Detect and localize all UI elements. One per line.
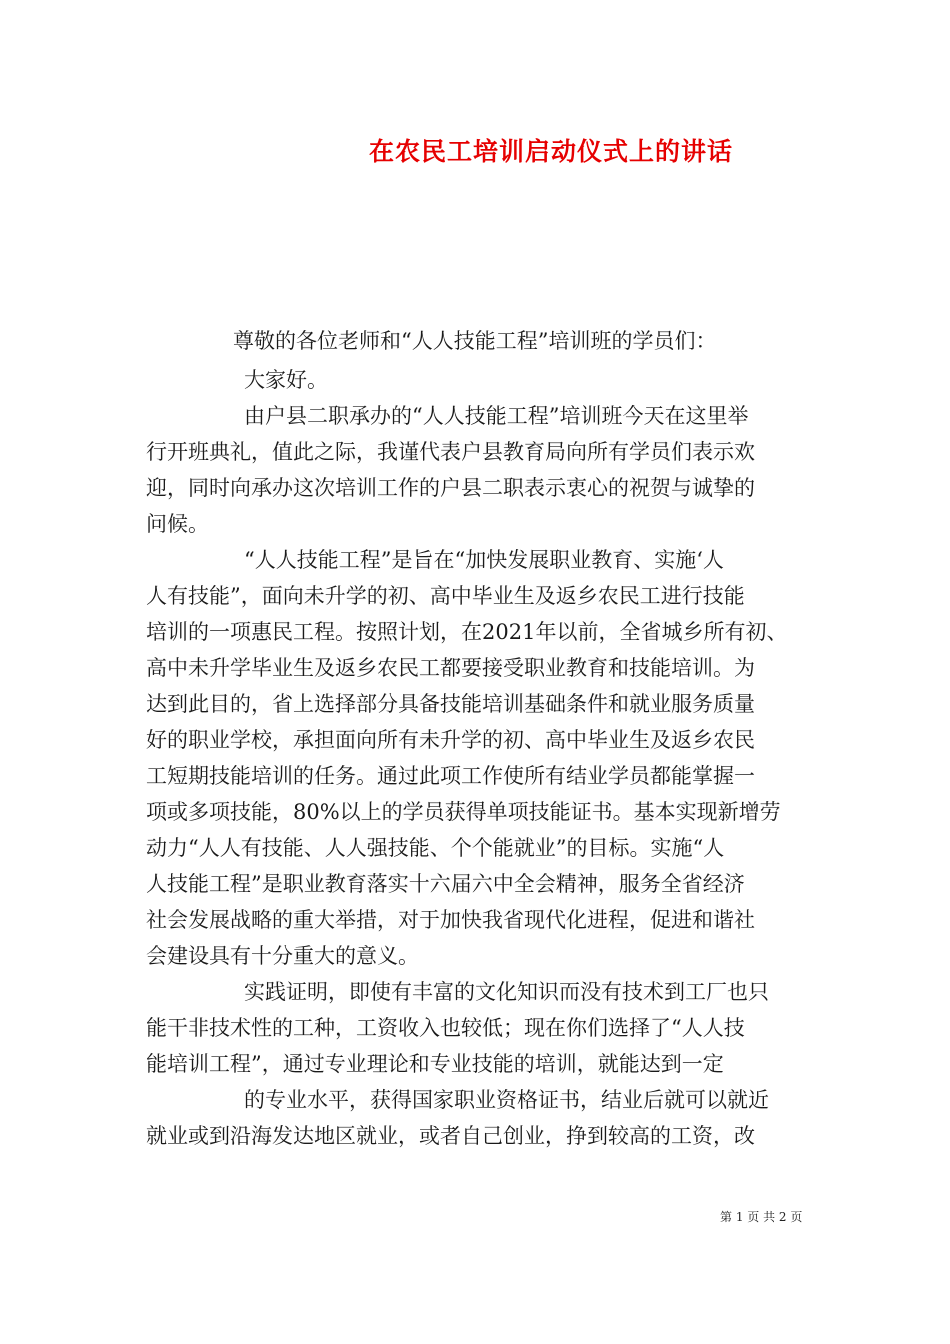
paragraph-line: 的专业水平，获得国家职业资格证书，结业后就可以就近 xyxy=(244,1088,769,1112)
paragraph-line: 能培训工程”，通过专业理论和专业技能的培训，就能达到一定 xyxy=(146,1052,724,1076)
paragraph-line: 高中未升学毕业生及返乡农民工都要接受职业教育和技能培训。为 xyxy=(146,656,755,680)
paragraph-line: 由户县二职承办的“人人技能工程”培训班今天在这里举 xyxy=(244,404,749,428)
paragraph-line: 好的职业学校，承担面向所有未升学的初、高中毕业生及返乡农民 xyxy=(146,728,755,752)
paragraph-line: 问候。 xyxy=(146,512,209,536)
paragraph-line: 达到此目的，省上选择部分具备技能培训基础条件和就业服务质量 xyxy=(146,692,755,716)
paragraph-line: 行开班典礼，值此之际，我谨代表户县教育局向所有学员们表示欢 xyxy=(146,440,755,464)
document-title: 在农民工培训启动仪式上的讲话 xyxy=(368,137,733,166)
paragraph-line: 人技能工程”是职业教育落实十六届六中全会精神，服务全省经济 xyxy=(146,872,745,896)
salutation: 尊敬的各位老师和“人人技能工程”培训班的学员们： xyxy=(233,329,717,353)
paragraph-line: 就业或到沿海发达地区就业，或者自己创业，挣到较高的工资，改 xyxy=(146,1124,755,1148)
paragraph-line: 迎，同时向承办这次培训工作的户县二职表示衷心的祝贺与诚挚的 xyxy=(146,476,755,500)
paragraph-line: 能干非技术性的工种，工资收入也较低；现在你们选择了“人人技 xyxy=(146,1016,745,1040)
paragraph-line: 社会发展战略的重大举措，对于加快我省现代化进程，促进和谐社 xyxy=(146,908,755,932)
paragraph-line: 实践证明，即使有丰富的文化知识而没有技术到工厂也只 xyxy=(244,980,769,1004)
paragraph-line: 工短期技能培训的任务。通过此项工作使所有结业学员都能掌握一 xyxy=(146,764,755,788)
paragraph-line: 动力“人人有技能、人人强技能、个个能就业”的目标。实施“人 xyxy=(146,836,725,860)
paragraph-line: 项或多项技能，80%以上的学员获得单项技能证书。基本实现新增劳 xyxy=(146,800,781,824)
page-number: 第 1 页 共 2 页 xyxy=(720,1210,803,1224)
greeting: 大家好。 xyxy=(244,368,328,392)
paragraph-line: “人人技能工程”是旨在“加快发展职业教育、实施‘人 xyxy=(244,548,724,572)
paragraph-line: 培训的一项惠民工程。按照计划，在2021年以前，全省城乡所有初、 xyxy=(146,620,788,644)
paragraph-line: 会建设具有十分重大的意义。 xyxy=(146,944,419,968)
paragraph-line: 人有技能”，面向未升学的初、高中毕业生及返乡农民工进行技能 xyxy=(146,584,745,608)
